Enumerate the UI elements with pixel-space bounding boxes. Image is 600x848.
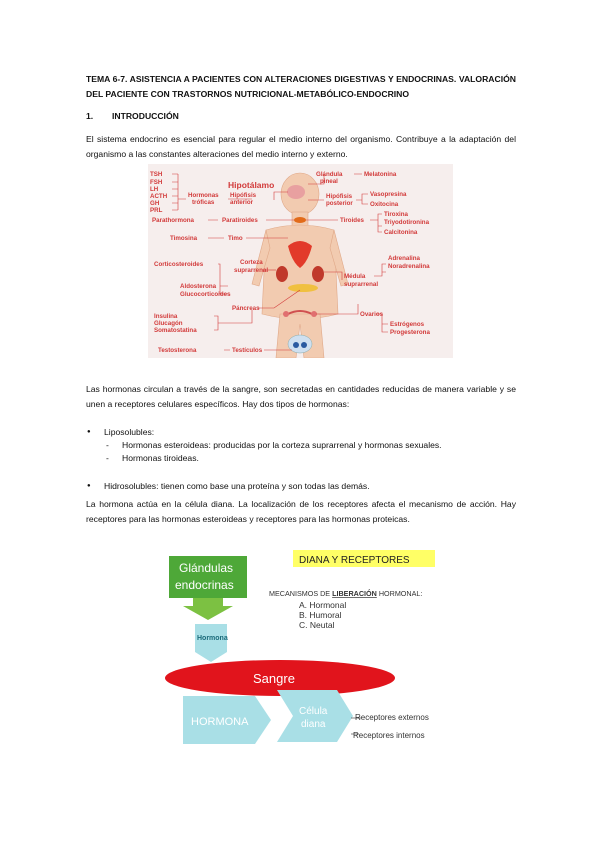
target-receptors-svg	[165, 540, 465, 750]
hipotalamo-label: Hipotálamo	[228, 180, 275, 190]
right-kidney-shape	[312, 266, 324, 282]
hormones-paragraph: Las hormonas circulan a través de la sangre, son secretadas en cantidades reducidas de manera variable y se unen a receptores celulares específicos. Hay dos tipos de hormonas:	[86, 384, 516, 409]
hormonas-troficas-label-1: Hormonas	[188, 192, 219, 199]
diana-title: DIANA Y RECEPTORES	[299, 555, 410, 566]
glucagon-label: Glucagón	[154, 320, 183, 327]
thyroid-shape	[294, 217, 306, 223]
hormona-small-label: Hormona	[197, 635, 228, 642]
timo-label: Timo	[228, 235, 243, 242]
pancreas-label: Páncreas	[232, 305, 260, 312]
somatostatina-label: Somatostatina	[154, 327, 197, 334]
timosina-label: Timosina	[170, 235, 198, 242]
mechanism-humoral: B. Humoral	[299, 610, 342, 620]
aldosterona-label: Aldosterona	[180, 283, 217, 290]
tiroxina-label: Tiroxina	[384, 211, 408, 218]
left-kidney-shape	[276, 266, 288, 282]
endocrine-system-figure	[148, 164, 453, 358]
hidrosolubles-item: ● Hidrosolubles: tienen como base una proteína y son todas las demás.	[86, 480, 516, 493]
lipo-subitem: - Hormonas esteroideas: producidas por la corteza suprarrenal y hormonas sexuales.	[86, 439, 516, 452]
calcitonina-label: Calcitonina	[384, 229, 418, 236]
lh-label: LH	[150, 186, 159, 193]
hormona-big-label: HORMONA	[191, 716, 249, 728]
melatonina-label: Melatonina	[364, 171, 397, 178]
lipo-subitem: - Hormonas tiroideas.	[86, 452, 516, 465]
hipofisis-posterior-label-2: posterior	[326, 200, 353, 207]
celula-label-1: Célula	[299, 706, 328, 717]
target-receptors-figure	[165, 540, 465, 750]
corteza-label-2: suprarrenal	[234, 267, 269, 274]
section-heading	[86, 111, 179, 121]
sangre-label: Sangre	[253, 671, 295, 686]
ovarios-label: Ovarios	[360, 311, 384, 318]
intro-paragraph: El sistema endocrino es esencial para regular el medio interno del organismo. Contribuye a la adaptación del organismo a las constantes alteraciones del medio interno y externo.	[86, 134, 516, 159]
hormona-small-shape	[195, 624, 227, 662]
corticoesteroides-label: Corticosteroides	[154, 261, 204, 268]
glandulas-label-1: Glándulas	[179, 561, 234, 575]
glandula-pineal-label-1: Glándula	[316, 171, 343, 178]
noradrenalina-label: Noradrenalina	[388, 263, 430, 270]
left-ovary-shape	[283, 311, 289, 317]
pancreas-shape	[288, 284, 318, 292]
section-title: INTRODUCCIÓN	[112, 111, 179, 121]
glandulas-label-2: endocrinas	[175, 578, 234, 592]
gh-label: GH	[150, 200, 160, 207]
mecanismos-post: HORMONAL:	[376, 589, 423, 598]
right-testis-shape	[301, 342, 307, 348]
mechanism-hormonal: A. Hormonal	[299, 600, 347, 610]
progesterona-label: Progesterona	[390, 329, 430, 336]
parathormona-label: Parathormona	[152, 217, 194, 224]
liposolubles-item: ● Liposolubles:	[86, 426, 516, 439]
estrogenos-label: Estrógenos	[390, 321, 425, 328]
left-testis-shape	[293, 342, 299, 348]
medula-label-1: Médula	[344, 273, 366, 280]
triyodotironina-label: Triyodotironina	[384, 219, 430, 226]
medula-label-2: suprarrenal	[344, 281, 379, 288]
paratiroides-label: Paratiroides	[222, 217, 258, 224]
tiroides-label: Tiroides	[340, 217, 364, 224]
testiculos-label: Testículos	[232, 347, 263, 354]
corteza-label-1: Corteza	[240, 259, 263, 266]
glandula-pineal-label-2: pineal	[320, 178, 338, 185]
adrenalina-label: Adrenalina	[388, 255, 420, 262]
hormone-types-list	[86, 426, 516, 493]
mecanismos-key: LIBERACIÓN	[332, 589, 377, 598]
tsh-label: TSH	[150, 171, 163, 178]
oxitocina-label: Oxitocina	[370, 201, 399, 208]
section-number: 1.	[86, 111, 94, 121]
mecanismos-heading	[269, 589, 422, 598]
down-arrow-icon	[183, 598, 233, 620]
hipofisis-anterior-label-2: anterior	[230, 199, 254, 206]
receptores-internos-label: Receptores internos	[353, 731, 425, 740]
glucocorticoides-label: Glucocorticoides	[180, 291, 231, 298]
vasopresina-label: Vasopresina	[370, 191, 407, 198]
acth-label: ACTH	[150, 193, 168, 200]
hipofisis-posterior-label-1: Hipófisis	[326, 193, 353, 200]
celula-label-2: diana	[301, 719, 326, 730]
mecanismos-pre: MECANISMOS DE	[269, 589, 333, 598]
receptores-externos-label: Receptores externos	[355, 713, 429, 722]
prl-label: PRL	[150, 207, 163, 214]
insulina-label: Insulina	[154, 313, 178, 320]
endocrine-diagram-svg	[148, 164, 453, 358]
fsh-label: FSH	[150, 179, 163, 186]
testosterona-label: Testosterona	[158, 347, 197, 354]
hipofisis-anterior-label-1: Hipófisis	[230, 192, 257, 199]
mechanism-neutal: C. Neutal	[299, 620, 335, 630]
document-title: TEMA 6-7. ASISTENCIA A PACIENTES CON ALTERACIONES DIGESTIVAS Y ENDOCRINAS. VALORACIÓN DEL PACIENTE CON TRASTORNOS NUTRICIONAL-METABÓLICO-ENDOCRINO	[86, 74, 516, 99]
target-cell-paragraph: La hormona actúa en la célula diana. La localización de los receptores afecta el mecanismo de acción. Hay receptores para las hormonas esteroideas y receptores para las hormonas proteicas.	[86, 499, 516, 524]
brain-region	[287, 185, 305, 199]
hormonas-troficas-label-2: tróficas	[192, 199, 215, 206]
